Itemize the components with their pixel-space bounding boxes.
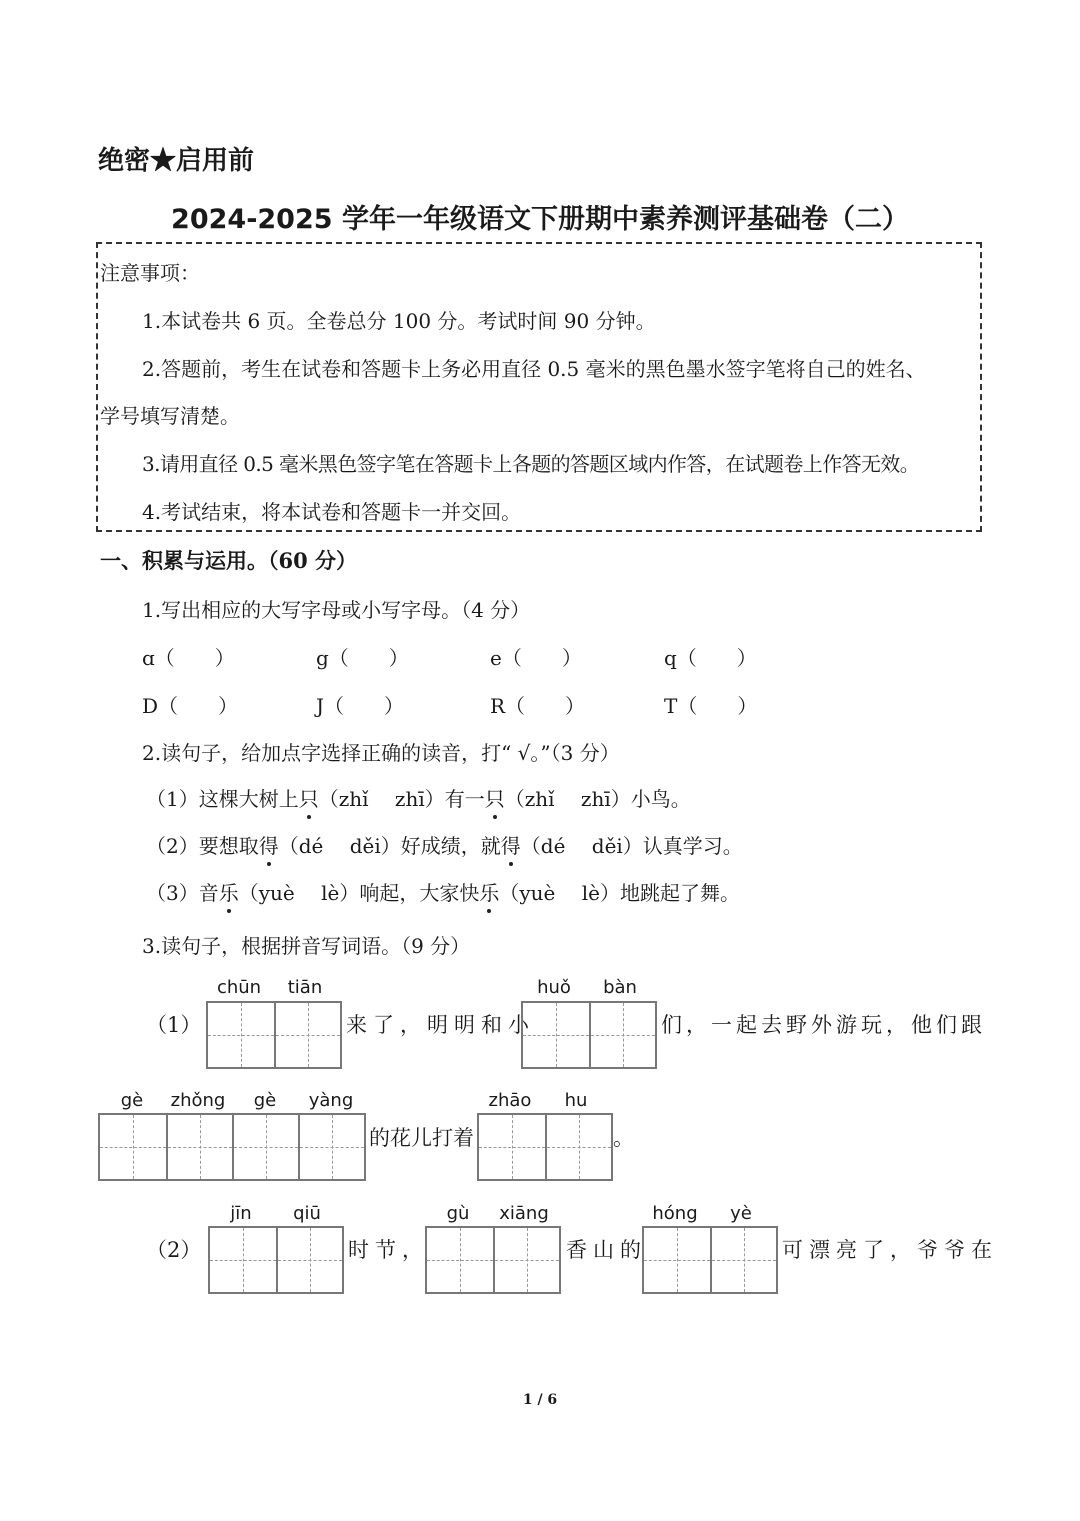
sentence-text: 们，一起去野外游玩，他们跟 xyxy=(661,1013,986,1037)
letter-blank: ɑ（ ） xyxy=(142,646,235,670)
sentence-text: 来了，明明和小 xyxy=(346,1013,535,1037)
pinyin-label: zhāo xyxy=(488,1090,532,1111)
pinyin-label: gù xyxy=(446,1203,470,1224)
notice-item-4: 4.考试结束，将本试卷和答题卡一并交回。 xyxy=(142,500,522,524)
writing-grid[interactable] xyxy=(521,1001,657,1069)
letter-blank: R（ ） xyxy=(490,694,586,718)
sentence-text: 。 xyxy=(613,1126,634,1150)
sentence-text: 可漂亮了，爷爷在 xyxy=(782,1238,998,1262)
notice-heading: 注意事项： xyxy=(100,261,200,285)
dotted-char: 得 xyxy=(501,830,521,859)
pinyin-label: tiān xyxy=(287,977,323,998)
notice-item-2: 2.答题前，考生在试卷和答题卡上务必用直径 0.5 毫米的黑色墨水签字笔将自己的姓名、 xyxy=(142,357,926,381)
sentence-text: 香山的 xyxy=(566,1238,647,1262)
q2-sentence-3: （3）音乐（yuè lè）响起，大家快乐（yuè lè）地跳起了舞。 xyxy=(146,877,740,906)
q1-prompt: 1.写出相应的大写字母或小写字母。（4 分） xyxy=(142,598,531,622)
section-heading: 一、积累与运用。（60 分） xyxy=(100,548,358,573)
writing-grid[interactable] xyxy=(642,1226,778,1294)
grid-cell[interactable] xyxy=(545,1115,611,1179)
letter-blank: e（ ） xyxy=(490,646,582,670)
writing-grid[interactable] xyxy=(98,1113,366,1181)
letter-blank: T（ ） xyxy=(664,694,758,718)
q2-sentence-1: （1）这棵大树上只（zhǐ zhī）有一只（zhǐ zhī）小鸟。 xyxy=(146,783,691,812)
grid-cell[interactable] xyxy=(589,1003,655,1067)
exam-title: 2024-2025 学年一年级语文下册期中素养测评基础卷（二） xyxy=(171,204,909,235)
pinyin-label: huǒ xyxy=(537,977,571,998)
q2-prompt: 2.读句子，给加点字选择正确的读音，打“ √。”（3 分） xyxy=(142,741,620,765)
q3-label-2: （2） xyxy=(146,1238,202,1262)
dotted-char: 只 xyxy=(485,783,505,812)
notice-item-3: 3.请用直径 0.5 毫米黑色签字笔在答题卡上各题的答题区域内作答，在试题卷上作答无效。 xyxy=(142,452,920,476)
notice-item-1: 1.本试卷共 6 页。全卷总分 100 分。考试时间 90 分钟。 xyxy=(142,309,656,333)
pinyin-label: hóng xyxy=(652,1203,698,1224)
sentence-text: 的花儿打着 xyxy=(369,1126,474,1150)
writing-grid[interactable] xyxy=(208,1226,344,1294)
q3-prompt: 3.读句子，根据拼音写词语。（9 分） xyxy=(142,934,471,958)
pinyin-label: hu xyxy=(564,1090,588,1111)
grid-cell[interactable] xyxy=(298,1115,364,1179)
grid-cell[interactable] xyxy=(523,1003,589,1067)
notice-item-2-cont: 学号填写清楚。 xyxy=(100,404,240,428)
pinyin-label: gè xyxy=(253,1090,277,1111)
grid-cell[interactable] xyxy=(644,1228,710,1292)
writing-grid[interactable] xyxy=(477,1113,613,1181)
grid-cell[interactable] xyxy=(274,1003,340,1067)
writing-grid[interactable] xyxy=(425,1226,561,1294)
grid-cell[interactable] xyxy=(210,1228,276,1292)
q2-sentence-2: （2）要想取得（dé děi）好成绩，就得（dé děi）认真学习。 xyxy=(146,830,743,859)
letter-blank: D（ ） xyxy=(142,694,239,718)
notice-box xyxy=(96,242,982,532)
grid-cell[interactable] xyxy=(208,1003,274,1067)
letter-blank: q（ ） xyxy=(664,646,757,670)
pinyin-label: jīn xyxy=(230,1203,252,1224)
grid-cell[interactable] xyxy=(100,1115,166,1179)
grid-cell[interactable] xyxy=(276,1228,342,1292)
writing-grid[interactable] xyxy=(206,1001,342,1069)
pinyin-label: bàn xyxy=(603,977,637,998)
pinyin-label: gè xyxy=(120,1090,144,1111)
grid-cell[interactable] xyxy=(493,1228,559,1292)
dotted-char: 乐 xyxy=(479,877,499,906)
dotted-char: 只 xyxy=(299,783,319,812)
pinyin-label: zhǒng xyxy=(170,1090,226,1111)
page-number: 1 / 6 xyxy=(522,1392,558,1408)
grid-cell[interactable] xyxy=(166,1115,232,1179)
letter-blank: g（ ） xyxy=(316,646,409,670)
pinyin-label: xiāng xyxy=(499,1203,549,1224)
pinyin-label: qiū xyxy=(293,1203,321,1224)
letter-blank: J（ ） xyxy=(316,694,405,718)
sentence-text: 时节， xyxy=(348,1238,429,1262)
pinyin-label: yàng xyxy=(308,1090,354,1111)
q3-label-1: （1） xyxy=(146,1013,202,1037)
grid-cell[interactable] xyxy=(710,1228,776,1292)
dotted-char: 乐 xyxy=(219,877,239,906)
dotted-char: 得 xyxy=(259,830,279,859)
grid-cell[interactable] xyxy=(479,1115,545,1179)
pinyin-label: chūn xyxy=(216,977,262,998)
grid-cell[interactable] xyxy=(232,1115,298,1179)
grid-cell[interactable] xyxy=(427,1228,493,1292)
confidential-label: 绝密★启用前 xyxy=(98,146,255,176)
pinyin-label: yè xyxy=(730,1203,752,1224)
